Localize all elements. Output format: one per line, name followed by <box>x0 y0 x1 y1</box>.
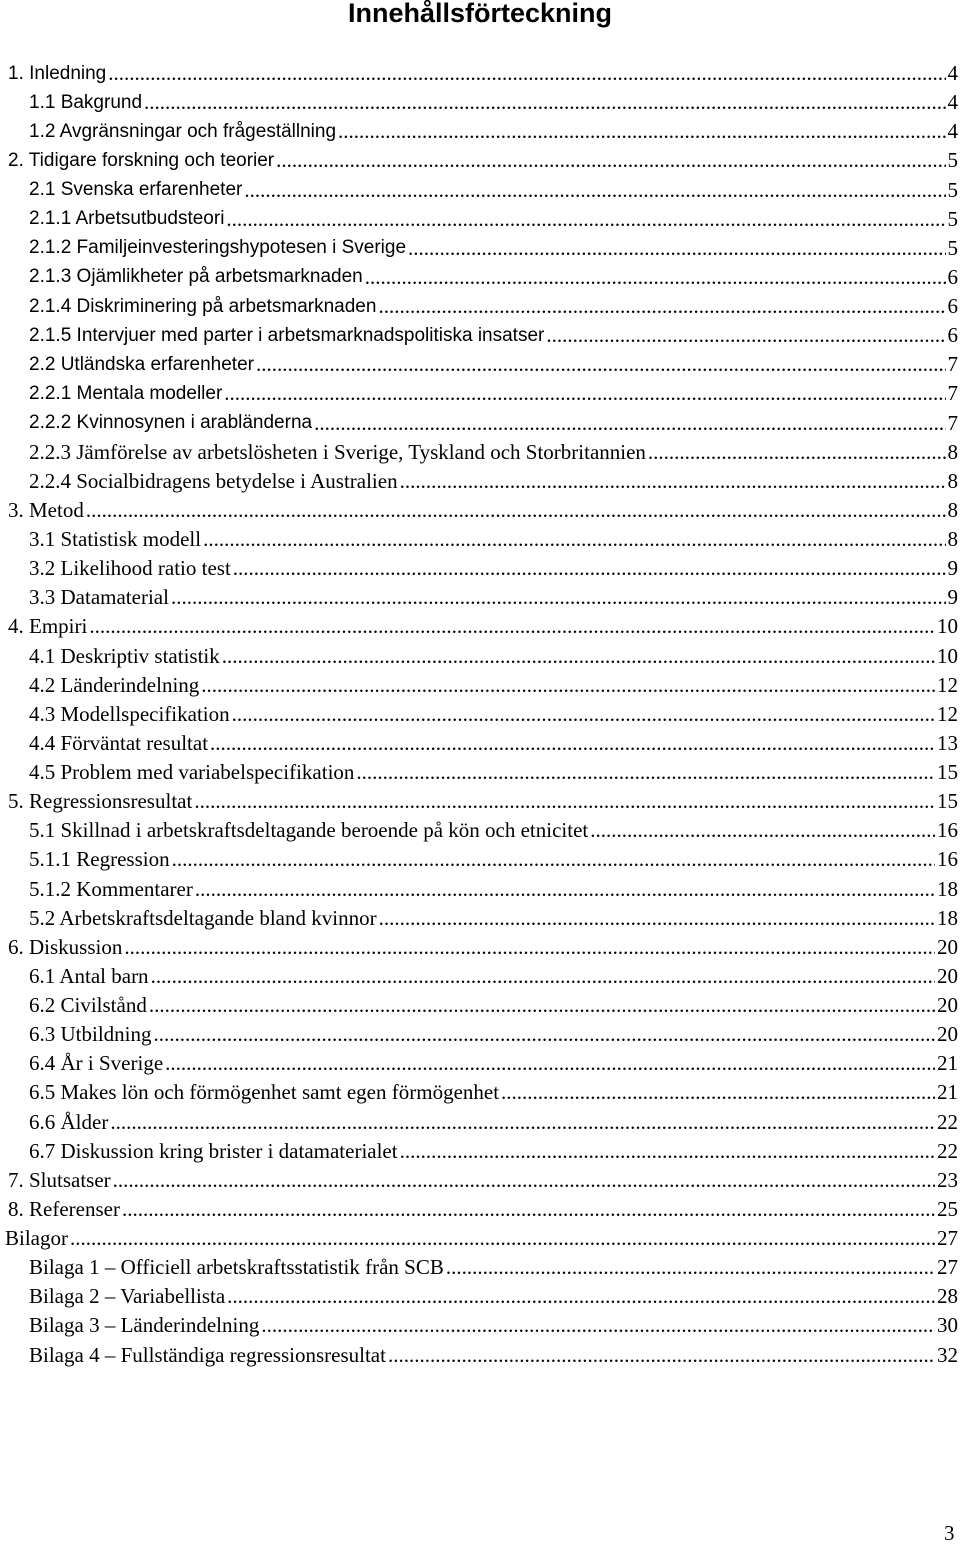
toc-entry-title: 2.2 Utländska erfarenheter <box>29 353 254 375</box>
toc-dot-leader <box>590 818 935 843</box>
toc-entry[interactable] <box>0 787 960 816</box>
toc-entry-page: 10 <box>937 614 958 639</box>
toc-entry-title: 5.1.1 Regression <box>29 847 170 872</box>
toc-entry-title: 1. Inledning <box>8 62 107 84</box>
toc-dot-leader <box>86 498 946 523</box>
toc-entry-page: 7 <box>947 381 958 406</box>
toc-entry-title: 3.2 Likelihood ratio test <box>29 556 231 581</box>
toc-entry[interactable] <box>0 525 960 554</box>
toc-entry[interactable] <box>0 1020 960 1049</box>
toc-entry-title: 2.2.4 Socialbidragens betydelse i Australien <box>29 468 398 493</box>
toc-entry[interactable] <box>0 1253 960 1282</box>
toc-entry[interactable] <box>0 263 960 292</box>
toc-dot-leader <box>400 469 946 494</box>
toc-dot-leader <box>151 964 935 989</box>
toc-entry[interactable] <box>0 816 960 845</box>
toc-dot-leader <box>546 323 945 348</box>
toc-dot-leader <box>149 993 935 1018</box>
toc-entry-title: 6.3 Utbildning <box>29 1022 152 1047</box>
toc-dot-leader <box>144 90 945 115</box>
toc-entry-title: Bilaga 4 – Fullständiga regressionsresultat <box>29 1342 386 1367</box>
toc-dot-leader <box>210 731 935 756</box>
toc-entry-page: 5 <box>947 148 958 173</box>
toc-entry-page: 9 <box>947 585 958 610</box>
toc-dot-leader <box>648 440 946 465</box>
toc-entry-title: 6.4 År i Sverige <box>29 1051 164 1076</box>
toc-entry-title: 5.2 Arbetskraftsdeltagande bland kvinnor <box>29 905 377 930</box>
toc-dot-leader <box>244 178 945 203</box>
toc-dot-leader <box>226 207 945 232</box>
toc-entry-title: 2.2.2 Kvinnosynen i arabländerna <box>29 412 313 434</box>
toc-entry-page: 8 <box>947 468 958 493</box>
toc-entry-title: 2.1.4 Diskriminering på arbetsmarknaden <box>29 295 377 317</box>
toc-entry[interactable] <box>0 1195 960 1224</box>
toc-entry-title: 4.4 Förväntat resultat <box>29 730 209 755</box>
toc-entry-page: 15 <box>937 789 958 814</box>
toc-dot-leader <box>400 1139 935 1164</box>
toc-entry-title: 6.7 Diskussion kring brister i datamaterialet <box>29 1138 398 1163</box>
toc-entry[interactable] <box>0 991 960 1020</box>
toc-entry-page: 12 <box>937 701 958 726</box>
toc-entry-page: 13 <box>937 730 958 755</box>
toc-entry-title: Bilaga 2 – Variabellista <box>29 1284 226 1309</box>
toc-dot-leader <box>276 148 945 173</box>
toc-entry-page: 18 <box>937 905 958 930</box>
toc-entry-page: 4 <box>947 119 958 144</box>
toc-entry-title: 2.1.5 Intervjuer med parter i arbetsmarknadspolitiska insatser <box>29 324 545 346</box>
toc-entry-page: 8 <box>947 527 958 552</box>
toc-entry-title: 3. Metod <box>8 497 84 522</box>
table-of-contents <box>0 59 960 1370</box>
toc-dot-leader <box>256 352 946 377</box>
toc-entry[interactable] <box>0 583 960 612</box>
toc-entry[interactable] <box>0 1311 960 1340</box>
toc-entry-title: 2.1.2 Familjeinvesteringshypotesen i Sverige <box>29 237 407 259</box>
toc-entry-title: 7. Slutsatser <box>8 1167 111 1192</box>
toc-entry[interactable] <box>0 962 960 991</box>
toc-entry-page: 5 <box>947 235 958 260</box>
toc-entry-title: 6.1 Antal barn <box>29 963 149 988</box>
toc-entry[interactable] <box>0 933 960 962</box>
toc-dot-leader <box>232 702 935 727</box>
toc-entry-page: 32 <box>937 1342 958 1367</box>
toc-entry[interactable] <box>0 875 960 904</box>
toc-entry-title: 4.3 Modellspecifikation <box>29 701 230 726</box>
toc-entry-title: 5.1.2 Kommentarer <box>29 876 193 901</box>
toc-entry-page: 20 <box>937 963 958 988</box>
toc-dot-leader <box>222 644 935 669</box>
toc-entry[interactable] <box>0 146 960 175</box>
toc-entry[interactable] <box>0 496 960 525</box>
toc-entry-page: 15 <box>937 760 958 785</box>
toc-entry-page: 21 <box>937 1080 958 1105</box>
toc-entry[interactable] <box>0 904 960 933</box>
toc-entry-page: 10 <box>937 643 958 668</box>
toc-entry-title: Bilagor <box>5 1226 68 1251</box>
toc-entry-title: 6. Diskussion <box>8 934 123 959</box>
toc-entry-page: 5 <box>947 206 958 231</box>
toc-dot-leader <box>110 1110 935 1135</box>
toc-dot-leader <box>446 1255 935 1280</box>
toc-entry-title: 3.1 Statistisk modell <box>29 527 202 552</box>
toc-entry[interactable] <box>0 554 960 583</box>
toc-entry-title: 4.1 Deskriptiv statistik <box>29 643 220 668</box>
toc-entry-title: 4.5 Problem med variabelspecifikation <box>29 760 355 785</box>
toc-dot-leader <box>365 265 946 290</box>
toc-entry-title: 5. Regressionsresultat <box>8 789 193 814</box>
toc-entry[interactable] <box>0 205 960 234</box>
toc-dot-leader <box>124 935 935 960</box>
toc-dot-leader <box>122 1197 935 1222</box>
toc-entry[interactable] <box>0 409 960 438</box>
toc-entry-title: 6.2 Civilstånd <box>29 993 147 1018</box>
toc-entry-title: 6.6 Ålder <box>29 1109 109 1134</box>
toc-entry[interactable] <box>0 1108 960 1137</box>
toc-entry-page: 20 <box>937 934 958 959</box>
toc-entry-page: 16 <box>937 818 958 843</box>
toc-entry-page: 22 <box>937 1138 958 1163</box>
toc-dot-leader <box>224 381 945 406</box>
page-number: 3 <box>944 1521 955 1545</box>
toc-entry-page: 9 <box>947 556 958 581</box>
toc-entry-title: 4.2 Länderindelning <box>29 672 200 697</box>
toc-dot-leader <box>154 1022 935 1047</box>
toc-entry-page: 28 <box>937 1284 958 1309</box>
toc-entry-page: 27 <box>937 1226 958 1251</box>
toc-entry[interactable] <box>0 1224 960 1253</box>
toc-dot-leader <box>501 1080 935 1105</box>
toc-entry[interactable] <box>0 845 960 874</box>
toc-dot-leader <box>165 1051 935 1076</box>
toc-entry-page: 16 <box>937 847 958 872</box>
toc-entry[interactable] <box>0 117 960 146</box>
toc-entry[interactable] <box>0 700 960 729</box>
toc-entry[interactable] <box>0 1282 960 1311</box>
toc-dot-leader <box>89 614 935 639</box>
toc-dot-leader <box>203 527 945 552</box>
toc-entry-title: 3.3 Datamaterial <box>29 585 169 610</box>
toc-entry-page: 20 <box>937 993 958 1018</box>
toc-entry[interactable] <box>0 59 960 88</box>
toc-dot-leader <box>261 1313 935 1338</box>
toc-entry[interactable] <box>0 642 960 671</box>
toc-entry[interactable] <box>0 671 960 700</box>
toc-entry-page: 6 <box>947 264 958 289</box>
toc-entry-page: 25 <box>937 1196 958 1221</box>
toc-entry[interactable] <box>0 729 960 758</box>
toc-entry[interactable] <box>0 292 960 321</box>
toc-dot-leader <box>378 294 945 319</box>
toc-entry-title: 5.1 Skillnad i arbetskraftsdeltagande beroende på kön och etnicitet <box>29 818 589 843</box>
toc-entry-page: 27 <box>937 1255 958 1280</box>
toc-entry-title: 2.2.1 Mentala modeller <box>29 382 223 404</box>
toc-entry[interactable] <box>0 379 960 408</box>
toc-dot-leader <box>379 906 935 931</box>
toc-entry-page: 4 <box>947 61 958 86</box>
toc-entry-title: Bilaga 1 – Officiell arbetskraftsstatistik från SCB <box>29 1255 444 1280</box>
toc-entry[interactable] <box>0 438 960 467</box>
toc-entry-title: 2.1.3 Ojämlikheter på arbetsmarknaden <box>29 266 363 288</box>
toc-dot-leader <box>201 673 935 698</box>
toc-entry-title: 2.2.3 Jämförelse av arbetslösheten i Sverige, Tyskland och Storbritannien <box>29 439 646 464</box>
toc-entry[interactable] <box>0 321 960 350</box>
toc-entry-page: 6 <box>947 323 958 348</box>
toc-entry-page: 8 <box>947 439 958 464</box>
toc-entry-page: 23 <box>937 1167 958 1192</box>
toc-entry-title: Bilaga 3 – Länderindelning <box>29 1313 260 1338</box>
toc-entry-page: 30 <box>937 1313 958 1338</box>
toc-dot-leader <box>338 119 945 144</box>
toc-dot-leader <box>108 61 945 86</box>
toc-dot-leader <box>408 236 945 261</box>
toc-entry[interactable] <box>0 350 960 379</box>
toc-entry-page: 18 <box>937 876 958 901</box>
toc-entry-page: 22 <box>937 1109 958 1134</box>
toc-entry[interactable] <box>0 612 960 641</box>
toc-entry-title: 2.1 Svenska erfarenheter <box>29 179 243 201</box>
toc-entry[interactable] <box>0 467 960 496</box>
toc-entry-page: 6 <box>947 294 958 319</box>
toc-entry-page: 21 <box>937 1051 958 1076</box>
toc-entry[interactable] <box>0 1049 960 1078</box>
toc-dot-leader <box>314 411 945 436</box>
toc-dot-leader <box>195 877 935 902</box>
toc-heading: Innehållsförteckning <box>347 0 613 28</box>
toc-entry[interactable] <box>0 1137 960 1166</box>
toc-entry[interactable] <box>0 176 960 205</box>
toc-entry-page: 8 <box>947 497 958 522</box>
toc-dot-leader <box>356 760 935 785</box>
toc-dot-leader <box>227 1284 935 1309</box>
toc-entry-title: 8. Referenser <box>8 1196 120 1221</box>
toc-entry-page: 7 <box>947 352 958 377</box>
toc-entry-title: 1.1 Bakgrund <box>29 91 143 113</box>
toc-entry-title: 6.5 Makes lön och förmögenhet samt egen förmögenhet <box>29 1080 500 1105</box>
toc-dot-leader <box>171 585 946 610</box>
toc-entry-page: 20 <box>937 1022 958 1047</box>
toc-dot-leader <box>194 789 935 814</box>
toc-entry-title: 1.2 Avgränsningar och frågeställning <box>29 120 337 142</box>
toc-entry-title: 4. Empiri <box>8 614 88 639</box>
toc-entry-page: 5 <box>947 177 958 202</box>
toc-entry-page: 12 <box>937 672 958 697</box>
toc-entry[interactable] <box>0 234 960 263</box>
toc-entry[interactable] <box>0 88 960 117</box>
toc-entry[interactable] <box>0 1341 960 1370</box>
toc-entry-title: 2.1.1 Arbetsutbudsteori <box>29 208 225 230</box>
toc-entry-page: 4 <box>947 90 958 115</box>
toc-dot-leader <box>172 847 935 872</box>
toc-dot-leader <box>388 1343 935 1368</box>
toc-entry-title: 2. Tidigare forskning och teorier <box>8 149 275 171</box>
toc-entry[interactable] <box>0 1166 960 1195</box>
toc-dot-leader <box>233 556 946 581</box>
toc-entry-page: 7 <box>947 410 958 435</box>
toc-dot-leader <box>113 1168 935 1193</box>
toc-entry[interactable] <box>0 1078 960 1107</box>
toc-entry[interactable] <box>0 758 960 787</box>
toc-dot-leader <box>70 1226 935 1251</box>
